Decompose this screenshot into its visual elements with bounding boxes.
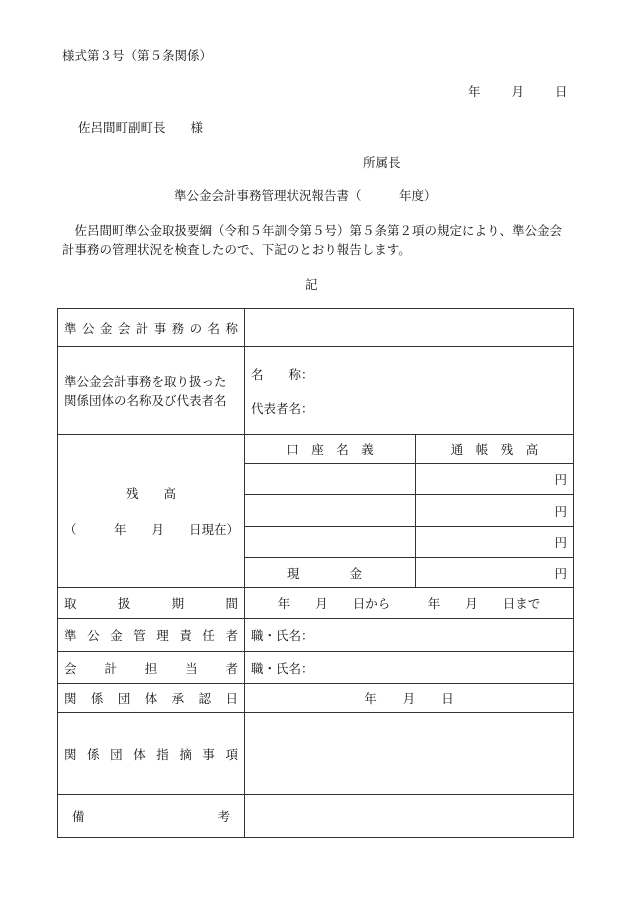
date-month: 月 bbox=[511, 84, 525, 99]
period-label-cell bbox=[58, 588, 245, 619]
approval-label-cell bbox=[58, 684, 245, 713]
report-table bbox=[57, 308, 574, 838]
cash-label: 現 金 bbox=[245, 558, 416, 588]
accountant-position-name[interactable]: 職・氏名： bbox=[245, 652, 574, 684]
addressee: 佐呂間町副町長 様 bbox=[78, 120, 204, 135]
remarks-label: 関 係 団 体 指 摘 事 項 bbox=[64, 746, 238, 762]
manager-label: 準 公 金 管 理 責 任 者 bbox=[64, 628, 238, 643]
ki-heading: 記 bbox=[305, 277, 318, 292]
balance-label: 残 高 bbox=[125, 486, 176, 501]
balance-label-cell bbox=[58, 435, 245, 588]
passbook-balance-header: 通 帳 残 高 bbox=[416, 435, 574, 464]
group-name-field: 名 称： bbox=[251, 366, 314, 382]
accountant-label-cell bbox=[58, 652, 245, 684]
row-approval bbox=[58, 684, 574, 713]
row-name bbox=[58, 309, 574, 347]
row-notes bbox=[58, 795, 574, 838]
body-text: 佐呂間町準公金取扱要綱（令和５年訓令第５号）第５条第２項の規定により、準公金会計事務の管理状況を検査したので、下記のとおり報告します。 bbox=[62, 223, 563, 257]
approval-date-cell[interactable] bbox=[245, 684, 574, 713]
group-label-1: 準公金会計事務を取り扱った bbox=[64, 373, 227, 389]
balance-yen: 円 bbox=[416, 464, 574, 495]
approval-day: 日 bbox=[441, 691, 454, 706]
approval-date bbox=[251, 689, 567, 707]
period-label: 取 扱 期 間 bbox=[64, 596, 238, 611]
manager-label-cell bbox=[58, 619, 245, 652]
account-holder-cell[interactable] bbox=[245, 527, 416, 558]
row-balance-header bbox=[58, 435, 574, 464]
name-value-cell[interactable] bbox=[245, 309, 574, 347]
balance-yen: 円 bbox=[416, 495, 574, 527]
remarks-label-cell bbox=[58, 713, 245, 795]
group-value-cell[interactable] bbox=[245, 347, 574, 435]
date-year: 年 bbox=[468, 84, 481, 99]
date-day: 日 bbox=[555, 84, 568, 99]
accountant-label: 会 計 担 当 者 bbox=[64, 660, 238, 676]
row-group bbox=[58, 347, 574, 435]
account-holder-header: 口 座 名 義 bbox=[245, 435, 416, 464]
approval-year: 年 bbox=[364, 691, 377, 706]
row-remarks bbox=[58, 713, 574, 795]
group-label-2: 関係団体の名称及び代表者名 bbox=[64, 392, 227, 408]
balance-yen: 円 bbox=[416, 527, 574, 558]
notes-label: 備 考 bbox=[72, 809, 230, 824]
cash-yen: 円 bbox=[416, 558, 574, 588]
name-label: 準 公 金 会 計 事 務 の 名 称 bbox=[64, 320, 238, 336]
period-value[interactable]: 年 月 日から 年 月 日まで bbox=[245, 588, 574, 619]
notes-label-cell bbox=[58, 795, 245, 838]
body-paragraph bbox=[62, 221, 567, 259]
remarks-value-cell[interactable] bbox=[245, 713, 574, 795]
balance-asof: （ 年 月 日現在） bbox=[64, 522, 240, 537]
approval-label: 関 係 団 体 承 認 日 bbox=[64, 691, 238, 706]
group-rep-field: 代表者名： bbox=[251, 400, 314, 416]
notes-value-cell[interactable] bbox=[245, 795, 574, 838]
row-period bbox=[58, 588, 574, 619]
affiliation-head: 所属長 bbox=[363, 155, 401, 170]
row-accountant bbox=[58, 652, 574, 684]
form-number: 様式第３号（第５条関係） bbox=[62, 48, 213, 63]
report-title: 準公金会計事務管理状況報告書（ 年度） bbox=[174, 188, 437, 203]
name-label-cell bbox=[58, 309, 245, 347]
group-label-cell bbox=[58, 347, 245, 435]
account-holder-cell[interactable] bbox=[245, 495, 416, 527]
row-manager bbox=[58, 619, 574, 652]
account-holder-cell[interactable] bbox=[245, 464, 416, 495]
report-date bbox=[468, 82, 568, 100]
approval-month: 月 bbox=[402, 691, 416, 706]
manager-position-name[interactable]: 職・氏名： bbox=[245, 619, 574, 652]
